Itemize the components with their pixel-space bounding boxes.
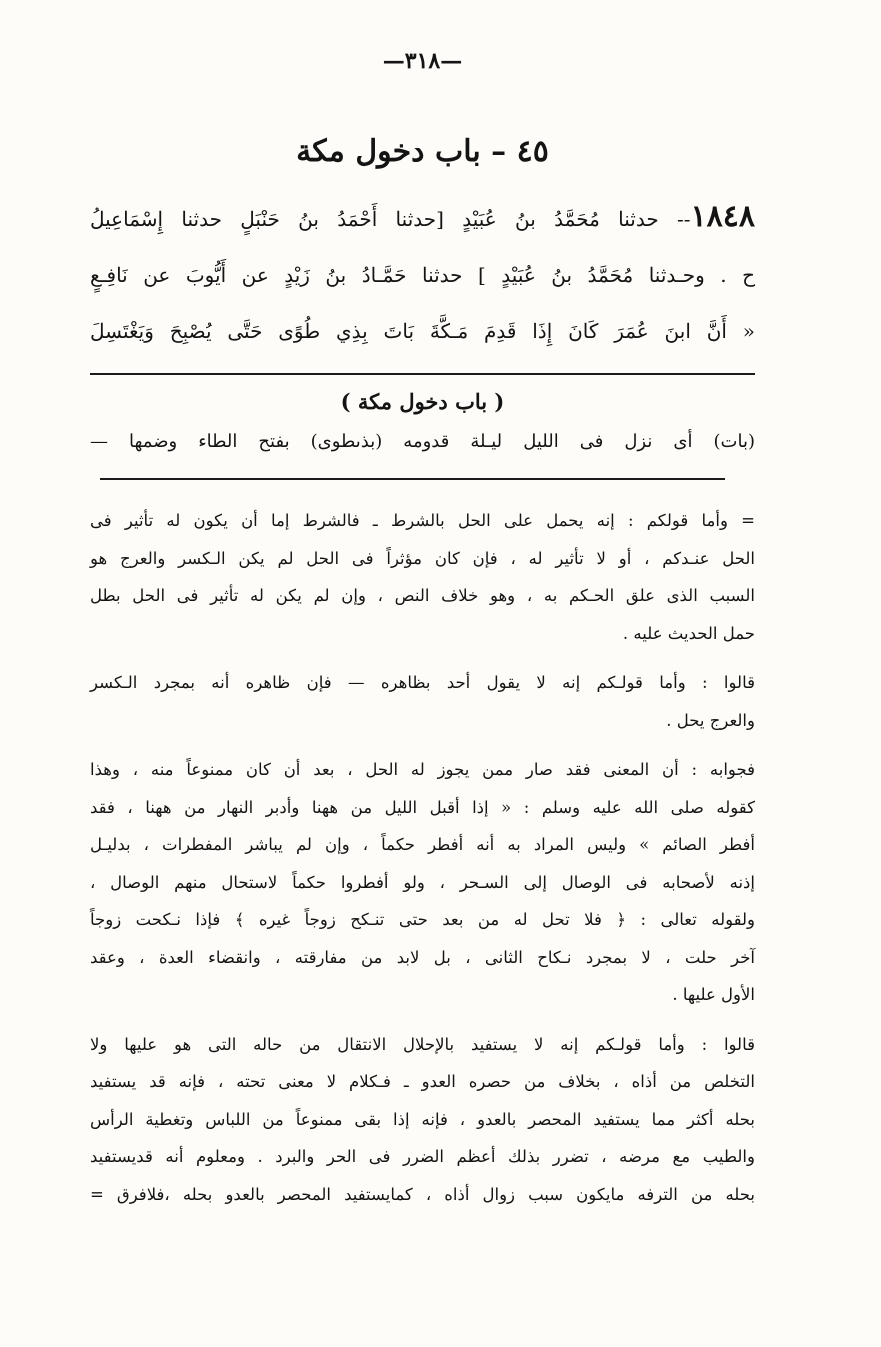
footnote-line: بحله أكثر مما يستفيد المحصر بالعدو ، فإنه إذا بقى ممنوعاً من اللباس وتغطية الرأس [90, 1109, 755, 1129]
footnote-line: حمل الحديث عليه . [622, 623, 755, 643]
footnote-line: الحل عنـدكم ، أو لا تأثير له ، فإن كان مؤثراً فى الحل لم يكن الـكسر والعرج هو [90, 548, 755, 568]
footnote [90, 502, 755, 1213]
hadith-number: ١٨٤٨ [690, 199, 755, 234]
hadith-line: ١٨٤٨-- حدثنا مُحَمَّدُ بنُ عُبَيْدٍ [حدثنا أَحْمَدُ بنُ حَنْبَلٍ حدثنا إِسْمَاعِيلُ [90, 199, 755, 234]
footnote-line: قالوا : وأما قولـكم إنه لا يستفيد بالإحلال الانتقال من حاله التى هو عليها ولا [90, 1034, 755, 1054]
footnote-line: الأول عليها . [672, 985, 755, 1004]
footnote-line: إذنه لأصحابه فى الوصال إلى السـحر ، ولو أفطروا حكماً لاستحال منهم الوصال ، [90, 872, 755, 892]
chapter-title: ٤٥ – باب دخول مكة [296, 134, 549, 169]
footnote-paragraph [90, 1026, 755, 1214]
hadith-text [90, 189, 755, 359]
footnote-line: = وأما قولكم : إنه يحمل على الحل بالشرط ـ فالشرط إما أن يكون له تأثير فى [90, 511, 755, 530]
divider [100, 478, 725, 480]
footnote-line: آخر حلت ، لا بمجرد نـكاح الثانى ، بل لابد من مفارقته ، وانقضاء العدة ، وعقد [90, 947, 755, 967]
footnote-line: والطيب مع مرضه ، تضرر بذلك أعظم الضرر فى الحر والبرد . ومعلوم أنه قديستفيد [90, 1147, 755, 1166]
footnote-paragraph [90, 751, 755, 1014]
divider [90, 373, 755, 375]
page-number: —٣١٨— [382, 48, 463, 74]
footnote-paragraph [90, 502, 755, 652]
footnote-line: قالوا : وأما قولـكم إنه لا يقول أحد بظاهره — فإن ظاهره أنه بمجرد الـكسر [90, 673, 755, 692]
footnote-line: كقوله صلى الله عليه وسلم : « إذا أقبل الليل من ههنا وأدبر النهار من ههنا ، فقد [90, 797, 755, 817]
commentary-heading: ( باب دخول مكة ) [340, 389, 505, 414]
hadith-line: « أَنَّ ابنَ عُمَرَ كَانَ إِذَا قَدِمَ مَـكَّةَ بَاتَ بِذِي طُوًى حَتَّى يُصْبِحَ وَيَغْتَسِلَ [90, 319, 755, 343]
footnote-line: أفطر الصائم » وليس المراد به أنه أفطر حكماً ، وإن لم يباشر المفطرات ، بدليـل [90, 835, 755, 854]
footnote-paragraph [90, 664, 755, 739]
hadith-line: ح . وحـدثنا مُحَمَّدُ بنُ عُبَيْدٍ ] حدثنا حَمَّـادُ بنُ زَيْدٍ عن أَيُّوبَ عن نَافِـعٍ [90, 263, 755, 287]
footnote-line: بحله من الترفه مايكون سبب زوال أذاه ، كمايستفيد المحصر بالعدو بحله ،فلافرق = [90, 1184, 755, 1204]
footnote-line: التخلص من أذاه ، بخلاف من حصره العدو ـ فـكلام لا معنى تحته ، فإنه قد يستفيد [90, 1072, 755, 1091]
page [90, 48, 755, 1225]
footnote-line: فجوابه : أن المعنى فقد صار ممن يجوز له الحل ، بعد أن كان ممنوعاً منه ، وهذا [90, 760, 755, 779]
footnote-line: السبب الذى علق الحـكم به ، وهو خلاف النص ، وإن لم يكن له تأثير فى الحل بطل [90, 586, 755, 605]
footnote-line: والعرج يحل . [666, 710, 755, 730]
commentary-line: (بات) أى نزل فى الليل ليـلة قدومه (بذىطوى) بفتح الطاء وضمها — [90, 431, 755, 452]
footnote-line: ولقوله تعالى : ﴿ فلا تحل له من بعد حتى تنـكح زوجاً غيره ﴾ فإذا نـكحت زوجاً [90, 910, 755, 929]
